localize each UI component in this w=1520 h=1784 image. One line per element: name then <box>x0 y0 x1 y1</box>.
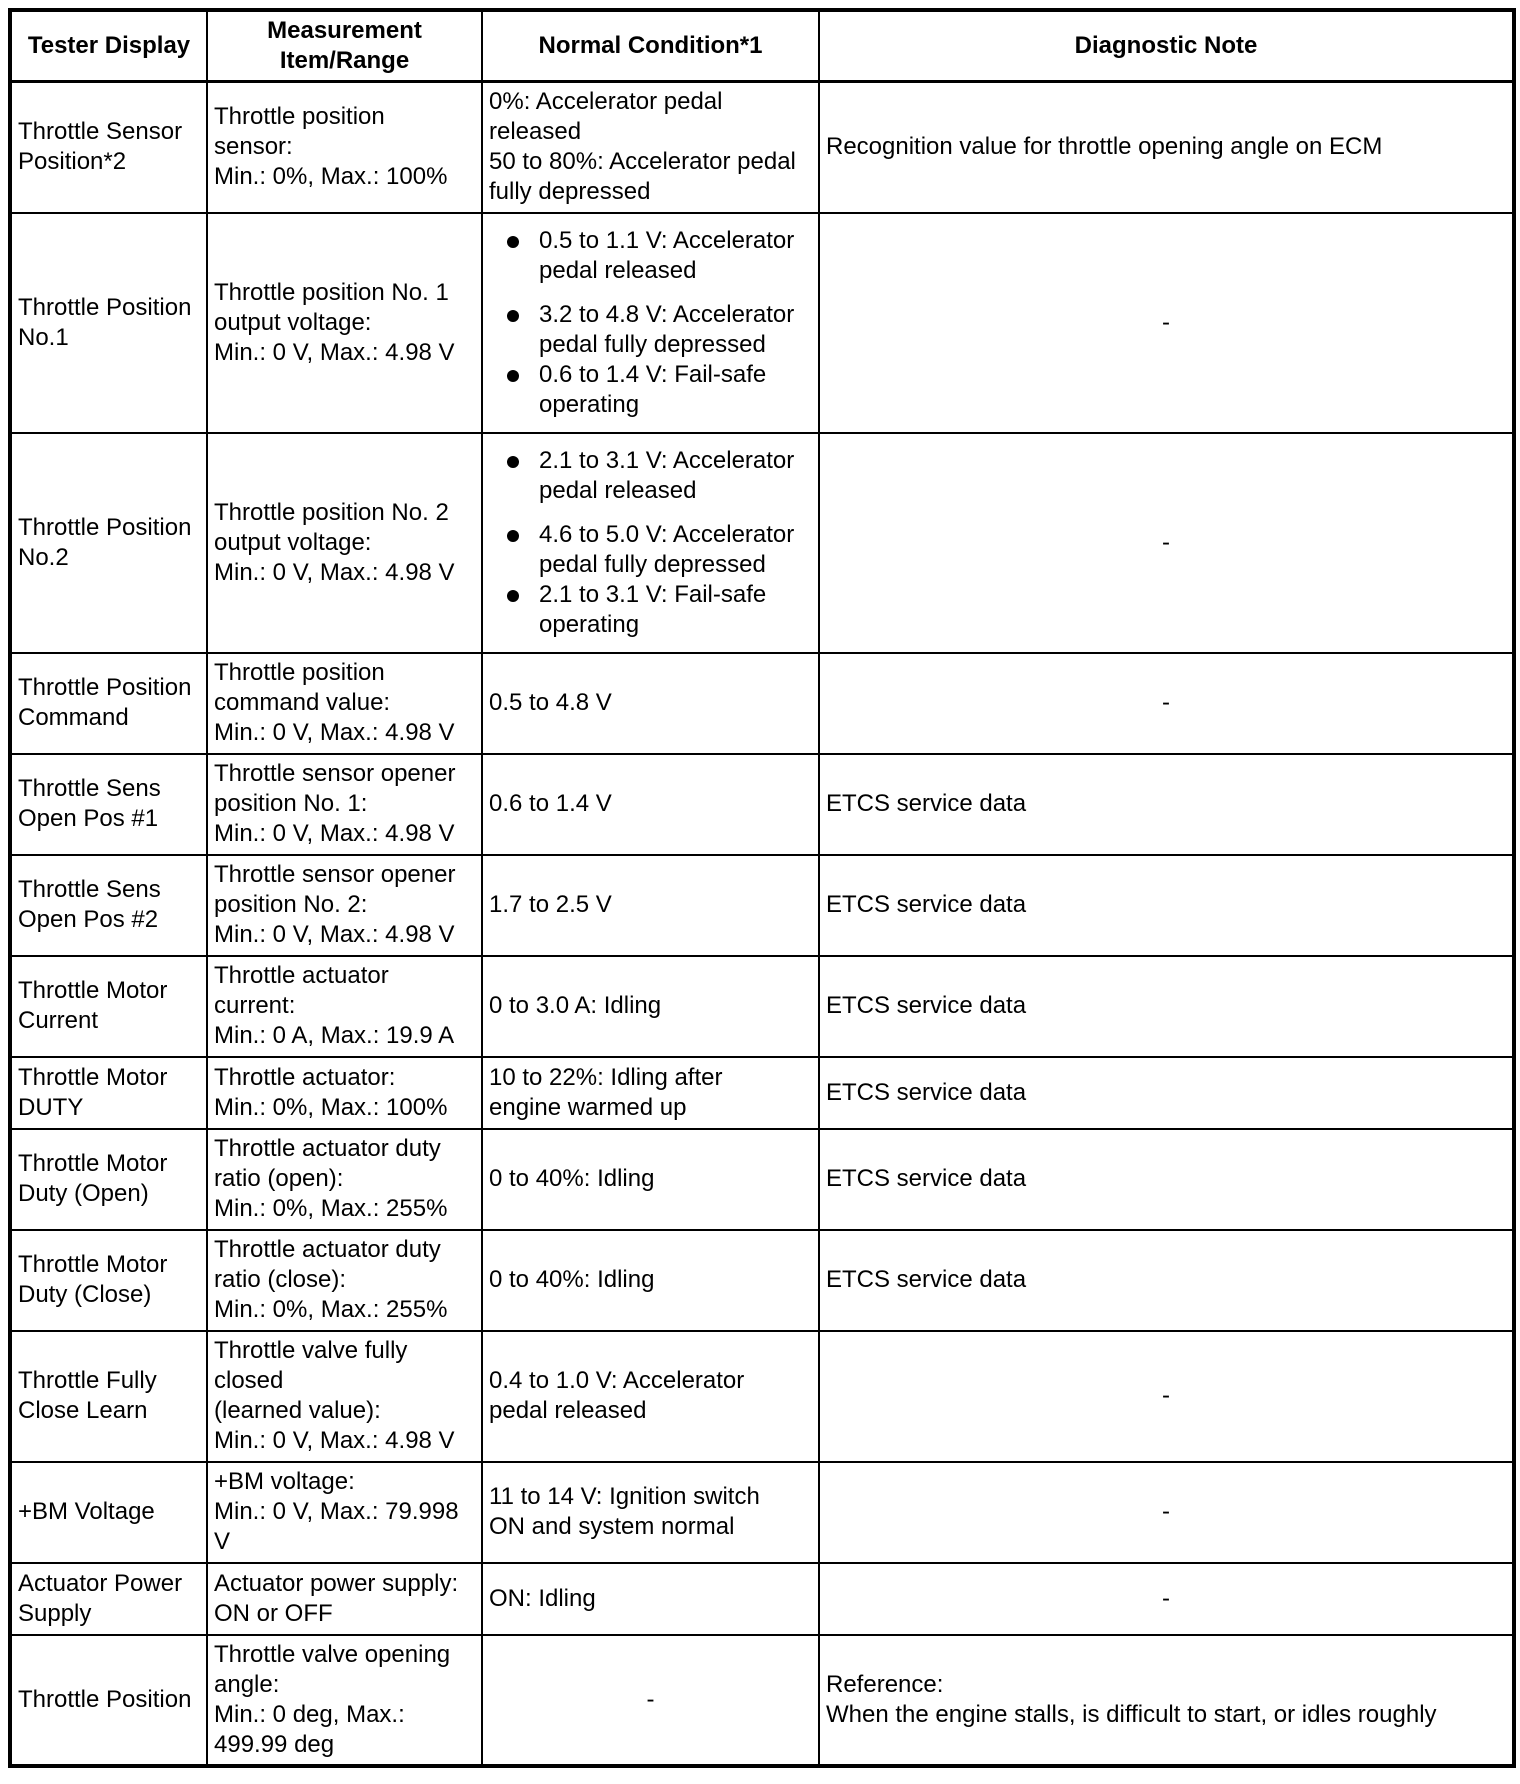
normal-condition-cell <box>482 1635 819 1766</box>
measurement-cell-line: command value: <box>214 689 391 716</box>
diagnostic-note-cell-line: Reference: <box>826 1670 944 1698</box>
normal-condition-cell <box>482 1563 819 1635</box>
diagnostic-note-cell-line: ETCS service data <box>826 1078 1027 1106</box>
measurement-cell-line: Min.: 0 V, Max.: 4.98 V <box>214 719 455 746</box>
table-row <box>10 1057 1514 1129</box>
tester-display-cell-line: Throttle Motor <box>18 1150 168 1177</box>
normal-condition-cell-line: fully depressed <box>489 178 651 206</box>
condition-bullet-line: 3.2 to 4.8 V: Accelerator <box>539 300 795 328</box>
diagnostic-note-cell-line: - <box>1162 1498 1170 1525</box>
tester-display-cell <box>10 213 207 433</box>
normal-condition-cell-line: released <box>489 118 582 146</box>
measurement-cell-line: sensor: <box>214 133 293 161</box>
tester-display-cell-line: Duty (Open) <box>18 1180 149 1207</box>
measurement-cell <box>207 1462 482 1563</box>
measurement-cell-line: Min.: 0 V, Max.: 4.98 V <box>214 820 455 847</box>
normal-condition-cell-line: ON and system normal <box>489 1513 735 1540</box>
measurement-cell-line: Throttle actuator <box>214 962 389 989</box>
condition-bullet-line: 2.1 to 3.1 V: Accelerator <box>539 446 795 474</box>
tester-display-cell <box>10 1057 207 1129</box>
measurement-cell <box>207 1230 482 1331</box>
condition-bullet-line: 2.1 to 3.1 V: Fail-safe <box>539 580 767 608</box>
normal-condition-cell-line: pedal released <box>489 1397 647 1424</box>
tester-display-cell-line: Throttle Motor <box>18 1251 168 1278</box>
normal-condition-cell <box>482 82 819 213</box>
header-measurement-item-range <box>207 10 482 82</box>
tester-display-cell-line: Throttle Sens <box>18 876 161 903</box>
diagnostic-note-cell-line: - <box>1162 1382 1170 1409</box>
measurement-cell-line: current: <box>214 992 296 1019</box>
diagnostic-note-cell <box>819 1635 1514 1766</box>
condition-bullet-item <box>489 300 812 360</box>
tester-display-cell-line: Close Learn <box>18 1397 148 1424</box>
measurement-cell <box>207 1563 482 1635</box>
normal-condition-cell-line: 10 to 22%: Idling after <box>489 1063 723 1091</box>
table-row <box>10 855 1514 956</box>
measurement-cell <box>207 433 482 653</box>
tester-display-cell-line: +BM Voltage <box>18 1498 155 1525</box>
tester-display-cell-line: No.1 <box>18 323 69 351</box>
normal-condition-cell-line: 11 to 14 V: Ignition switch <box>489 1483 760 1510</box>
diagnostic-note-cell <box>819 1230 1514 1331</box>
measurement-cell <box>207 1635 482 1766</box>
tester-display-cell-line: Open Pos #2 <box>18 906 159 933</box>
tester-display-cell <box>10 956 207 1057</box>
tester-display-cell-line: Actuator Power <box>18 1569 183 1597</box>
condition-bullet-item <box>489 580 812 640</box>
diagnostic-note-cell <box>819 653 1514 754</box>
measurement-cell-line: 499.99 deg <box>214 1730 335 1758</box>
diagnostic-note-cell-line: ETCS service data <box>826 992 1027 1019</box>
normal-condition-cell-line: 0 to 3.0 A: Idling <box>489 992 662 1019</box>
condition-bullet-line: pedal fully depressed <box>539 330 766 358</box>
diagnostic-note-cell-line: ETCS service data <box>826 891 1027 918</box>
table-row <box>10 433 1514 653</box>
measurement-cell <box>207 1129 482 1230</box>
table-row <box>10 1462 1514 1563</box>
condition-bullet-line: operating <box>539 610 640 638</box>
normal-condition-cell <box>482 956 819 1057</box>
condition-bullet-item <box>489 446 812 506</box>
condition-bullet-line: pedal released <box>539 476 697 504</box>
diagnostic-note-cell <box>819 1057 1514 1129</box>
diagnostic-note-cell-line: - <box>1162 308 1170 336</box>
diagnostic-note-cell <box>819 433 1514 653</box>
diagnostic-note-cell-line: When the engine stalls, is difficult to start, or idles roughly <box>826 1700 1437 1728</box>
condition-bullet-item <box>489 520 812 580</box>
condition-bullet-line: 0.6 to 1.4 V: Fail-safe <box>539 360 767 388</box>
tester-display-cell-line: Throttle Position <box>18 1685 192 1713</box>
measurement-cell-line: Min.: 0 V, Max.: 4.98 V <box>214 921 455 948</box>
measurement-cell <box>207 1057 482 1129</box>
tester-display-cell-line: Current <box>18 1007 99 1034</box>
normal-condition-cell-line: 0.6 to 1.4 V <box>489 790 612 817</box>
measurement-cell-line: Throttle sensor opener <box>214 760 456 787</box>
tester-display-cell <box>10 1230 207 1331</box>
tester-display-cell-line: DUTY <box>18 1093 84 1121</box>
table-row <box>10 1129 1514 1230</box>
table-header-row <box>10 10 1514 82</box>
measurement-cell-line: angle: <box>214 1670 280 1698</box>
diagnostic-note-cell-line: - <box>1162 689 1170 716</box>
tester-display-cell <box>10 1331 207 1462</box>
diagnostic-note-cell <box>819 956 1514 1057</box>
measurement-cell <box>207 1331 482 1462</box>
normal-condition-cell-line: 0 to 40%: Idling <box>489 1266 655 1293</box>
measurement-cell-line: output voltage: <box>214 308 372 336</box>
diagnostic-note-cell <box>819 1462 1514 1563</box>
normal-condition-cell <box>482 1057 819 1129</box>
tester-display-cell-line: Throttle Position <box>18 513 192 541</box>
normal-condition-cell <box>482 1331 819 1462</box>
normal-condition-cell-line: 0%: Accelerator pedal <box>489 88 723 116</box>
tester-display-cell-line: Throttle Sens <box>18 775 161 802</box>
diagnostic-note-cell <box>819 1331 1514 1462</box>
measurement-cell-line: Min.: 0%, Max.: 255% <box>214 1296 448 1323</box>
tester-display-cell-line: Command <box>18 704 129 731</box>
measurement-cell-line: Throttle valve opening <box>214 1640 451 1668</box>
measurement-cell-line: position No. 1: <box>214 790 368 817</box>
tester-display-cell-line: Throttle Sensor <box>18 118 183 146</box>
normal-condition-cell <box>482 754 819 855</box>
normal-condition-cell-line: engine warmed up <box>489 1093 687 1121</box>
measurement-cell <box>207 855 482 956</box>
condition-bullet-line: operating <box>539 390 640 418</box>
tester-display-cell <box>10 1462 207 1563</box>
measurement-cell-line: (learned value): <box>214 1397 381 1424</box>
tester-display-cell-line: Duty (Close) <box>18 1281 152 1308</box>
condition-bullet-list <box>489 226 812 420</box>
diagnostic-note-cell <box>819 1563 1514 1635</box>
measurement-cell-line: Throttle actuator duty <box>214 1236 441 1263</box>
measurement-cell-line: Throttle sensor opener <box>214 861 456 888</box>
normal-condition-cell <box>482 433 819 653</box>
table-row <box>10 1331 1514 1462</box>
measurement-cell-line: ON or OFF <box>214 1599 333 1627</box>
header-diagnostic-note: Diagnostic Note <box>819 10 1514 82</box>
table-row <box>10 1635 1514 1766</box>
measurement-cell-line: Throttle actuator: <box>214 1063 396 1091</box>
measurement-cell-line: position No. 2: <box>214 891 368 918</box>
condition-bullet-list <box>489 446 812 640</box>
diagnostic-note-cell-line: ETCS service data <box>826 790 1027 817</box>
condition-bullet-line: pedal fully depressed <box>539 550 766 578</box>
measurement-cell-line: V <box>214 1528 231 1555</box>
tester-display-cell-line: Throttle Motor <box>18 1063 168 1091</box>
condition-bullet-line: 4.6 to 5.0 V: Accelerator <box>539 520 795 548</box>
condition-bullet-item <box>489 360 812 420</box>
diagnostic-note-cell-line: ETCS service data <box>826 1165 1027 1192</box>
table-row <box>10 956 1514 1057</box>
table-row <box>10 1563 1514 1635</box>
measurement-cell <box>207 956 482 1057</box>
diagnostic-note-cell <box>819 213 1514 433</box>
tester-display-cell-line: Throttle Motor <box>18 977 168 1004</box>
tester-display-cell-line: Throttle Fully <box>18 1367 157 1394</box>
measurement-cell-line: Min.: 0 V, Max.: 4.98 V <box>214 1427 455 1454</box>
diagnostic-note-cell-line: ETCS service data <box>826 1266 1027 1293</box>
measurement-cell <box>207 754 482 855</box>
measurement-cell-line: Min.: 0 deg, Max.: <box>214 1700 405 1728</box>
measurement-cell-line: Throttle position No. 2 <box>214 498 449 526</box>
diagnostic-note-cell <box>819 82 1514 213</box>
measurement-cell-line: Min.: 0%, Max.: 100% <box>214 1093 448 1121</box>
normal-condition-cell <box>482 1129 819 1230</box>
tester-display-cell <box>10 1635 207 1766</box>
normal-condition-cell <box>482 1462 819 1563</box>
tester-display-cell-line: Supply <box>18 1599 92 1627</box>
condition-bullet-line: pedal released <box>539 256 697 284</box>
normal-condition-cell-line: 0.5 to 4.8 V <box>489 689 612 716</box>
tester-display-cell-line: Throttle Position <box>18 674 192 701</box>
measurement-cell-line: Min.: 0 V, Max.: 79.998 <box>214 1498 459 1525</box>
measurement-cell-line: closed <box>214 1367 284 1394</box>
condition-bullet-item <box>489 226 812 286</box>
measurement-cell-line: Min.: 0 V, Max.: 4.98 V <box>214 558 455 586</box>
condition-bullet-line: 0.5 to 1.1 V: Accelerator <box>539 226 795 254</box>
table-body <box>10 82 1514 1766</box>
normal-condition-cell <box>482 1230 819 1331</box>
diagnostic-note-cell <box>819 1129 1514 1230</box>
diagnostic-note-cell-line: Recognition value for throttle opening angle on ECM <box>826 133 1383 161</box>
measurement-cell <box>207 213 482 433</box>
header-measurement-line: Item/Range <box>279 47 410 74</box>
tester-display-cell <box>10 855 207 956</box>
tester-display-cell <box>10 433 207 653</box>
measurement-cell-line: Throttle position <box>214 659 385 686</box>
measurement-cell-line: Throttle position <box>214 103 385 131</box>
measurement-cell <box>207 82 482 213</box>
measurement-cell-line: ratio (open): <box>214 1165 344 1192</box>
tester-display-cell <box>10 1563 207 1635</box>
measurement-cell-line: Throttle actuator duty <box>214 1135 441 1162</box>
diagnostic-note-cell <box>819 855 1514 956</box>
normal-condition-cell-line: 0.4 to 1.0 V: Accelerator <box>489 1367 745 1394</box>
normal-condition-cell-line: 50 to 80%: Accelerator pedal <box>489 148 796 176</box>
diagnostic-note-cell-line: - <box>1162 1584 1170 1612</box>
measurement-cell-line: Min.: 0%, Max.: 255% <box>214 1195 448 1222</box>
normal-condition-cell-line: 1.7 to 2.5 V <box>489 891 612 918</box>
normal-condition-cell-line: ON: Idling <box>489 1584 596 1612</box>
table-row <box>10 1230 1514 1331</box>
tester-display-cell-line: No.2 <box>18 543 69 571</box>
measurement-cell-line: Throttle valve fully <box>214 1337 408 1364</box>
tester-display-cell-line: Open Pos #1 <box>18 805 159 832</box>
measurement-cell-line: output voltage: <box>214 528 372 556</box>
table-row <box>10 653 1514 754</box>
measurement-cell-line: +BM voltage: <box>214 1468 355 1495</box>
table-row <box>10 82 1514 213</box>
table-row <box>10 213 1514 433</box>
normal-condition-cell <box>482 855 819 956</box>
measurement-cell-line: Min.: 0%, Max.: 100% <box>214 163 448 191</box>
header-normal-condition: Normal Condition*1 <box>482 10 819 82</box>
normal-condition-cell-line: - <box>646 1685 655 1713</box>
normal-condition-cell-line: 0 to 40%: Idling <box>489 1165 655 1192</box>
diagnostic-data-table-container <box>8 8 1512 1768</box>
header-measurement-line: Measurement <box>267 17 422 44</box>
tester-display-cell-line: Throttle Position <box>18 293 192 321</box>
tester-display-cell <box>10 754 207 855</box>
tester-display-cell <box>10 653 207 754</box>
diagnostic-note-cell-line: - <box>1162 528 1170 556</box>
tester-display-cell-line: Position*2 <box>18 148 127 176</box>
tester-display-cell <box>10 82 207 213</box>
tester-display-cell <box>10 1129 207 1230</box>
header-tester-display: Tester Display <box>10 10 207 82</box>
measurement-cell <box>207 653 482 754</box>
measurement-cell-line: Min.: 0 A, Max.: 19.9 A <box>214 1022 455 1049</box>
table-row <box>10 754 1514 855</box>
measurement-cell-line: Actuator power supply: <box>214 1569 459 1597</box>
measurement-cell-line: ratio (close): <box>214 1266 347 1293</box>
diagnostic-note-cell <box>819 754 1514 855</box>
normal-condition-cell <box>482 653 819 754</box>
diagnostic-data-table <box>8 8 1516 1768</box>
normal-condition-cell <box>482 213 819 433</box>
measurement-cell-line: Min.: 0 V, Max.: 4.98 V <box>214 338 455 366</box>
measurement-cell-line: Throttle position No. 1 <box>214 278 449 306</box>
